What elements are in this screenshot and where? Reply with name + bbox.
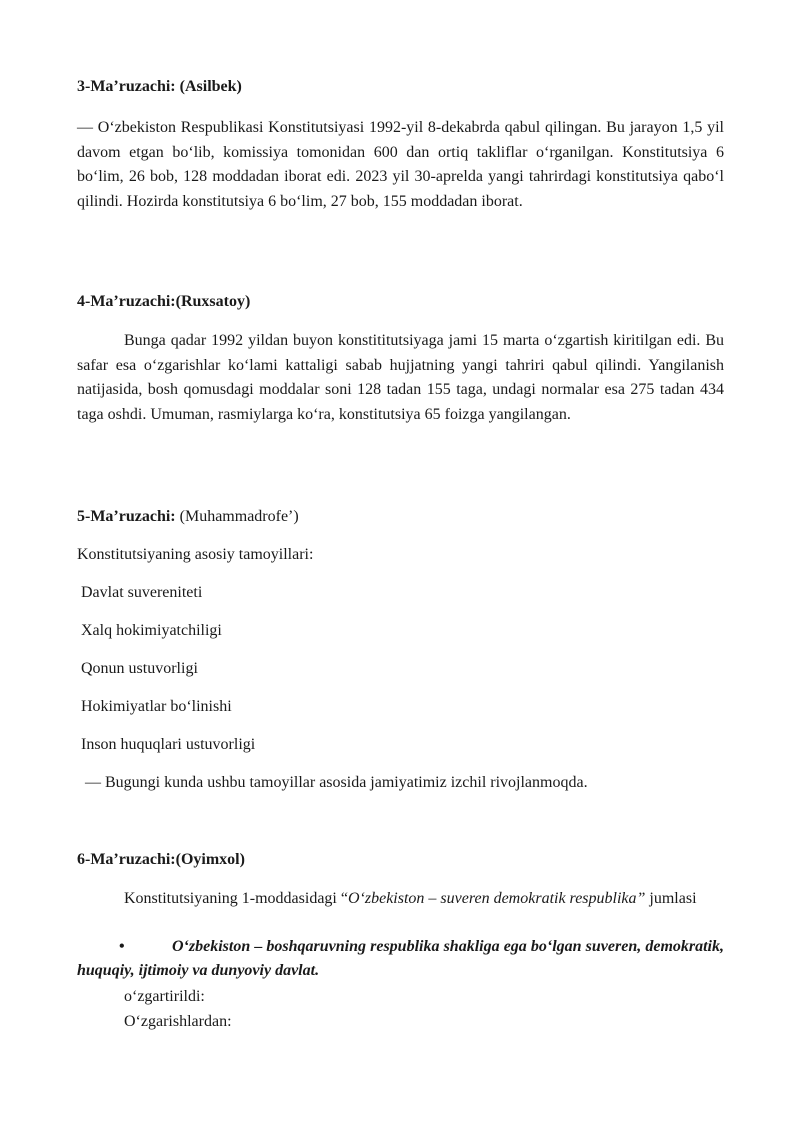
principle-item: Hokimiyatlar bo‘linishi xyxy=(81,698,232,715)
speaker-5-name-extra: (Muhammadrofe’) xyxy=(175,508,299,525)
changed-note: o‘zgartirildi: xyxy=(124,988,205,1005)
speaker-3-paragraph: — O‘zbekiston Respublikasi Konstitutsiyasi 1992-yil 8-dekabrda qabul qilingan. Bu jarayon 1,5 yil davom etgan bo‘lib, komissiya tomonidan 600 dan ortiq takliflar o‘rganilgan. Konstitutsiya 6 bo‘lim, 26 bob, 128 moddadan iborat edi. 2023 yil 30-aprelda yangi tahrirdagi konstitutsiya qabo‘l qilindi. Hozirda konstitutsiya 6 bo‘lim, 27 bob, 155 moddadan iborat. xyxy=(77,119,724,210)
bullet-text: O‘zbekiston – boshqaruvning respublika shakliga ega bo‘lgan suveren, demokratik, huquqiy, ijtimoiy va dunyoviy davlat. xyxy=(77,938,724,979)
speaker-6-name: 6-Ma’ruzachi:(Oyimxol) xyxy=(77,851,245,868)
quote-lead: Konstitutsiyaning 1-moddasidagi “ xyxy=(124,890,348,907)
speaker-4-paragraph: Bunga qadar 1992 yildan buyon konstititutsiyaga jami 15 marta o‘zgartish kiritilgan edi. Bu safar esa o‘zgarishlar ko‘lami kattaligi sabab hujjatning yangi tahriri qabul qilindi. Yangilanish natijasida, bosh qomusdagi moddalar soni 128 tadan 155 taga, undagi normalar esa 275 tadan 434 taga oshdi. Umuman, rasmiylarga ko‘ra, konstitutsiya 65 foizga yangilangan. xyxy=(77,332,724,423)
principle-item: Qonun ustuvorligi xyxy=(81,660,198,677)
speaker-4-name: 4-Ma’ruzachi:(Ruxsatoy) xyxy=(77,293,251,310)
speaker-5-heading xyxy=(77,507,299,527)
principle-item: Inson huquqlari ustuvorligi xyxy=(81,736,256,753)
bullet-paragraph xyxy=(77,935,724,983)
principles-intro: Konstitutsiyaning asosiy tamoyillari: xyxy=(77,546,314,563)
speaker-4-heading xyxy=(77,292,250,312)
bullet-icon: • xyxy=(119,938,125,955)
principle-item: Xalq hokimiyatchiligi xyxy=(81,622,222,639)
speaker-6-heading xyxy=(77,850,245,870)
quote-text: O‘zbekiston – suveren demokratik respublika” xyxy=(347,890,646,907)
principles-closing: — Bugungi kunda ushbu tamoyillar asosida jamiyatimiz izchil rivojlanmoqda. xyxy=(85,774,588,791)
speaker-3-heading xyxy=(77,77,242,97)
changes-label: O‘zgarishlardan: xyxy=(124,1013,232,1030)
speaker-3-name: 3-Ma’ruzachi: (Asilbek) xyxy=(77,78,242,95)
article-1-quote-paragraph xyxy=(77,887,724,911)
speaker-5-name: 5-Ma’ruzachi: xyxy=(77,508,176,525)
quote-tail: jumlasi xyxy=(645,890,697,907)
principle-item: Davlat suvereniteti xyxy=(81,584,203,601)
